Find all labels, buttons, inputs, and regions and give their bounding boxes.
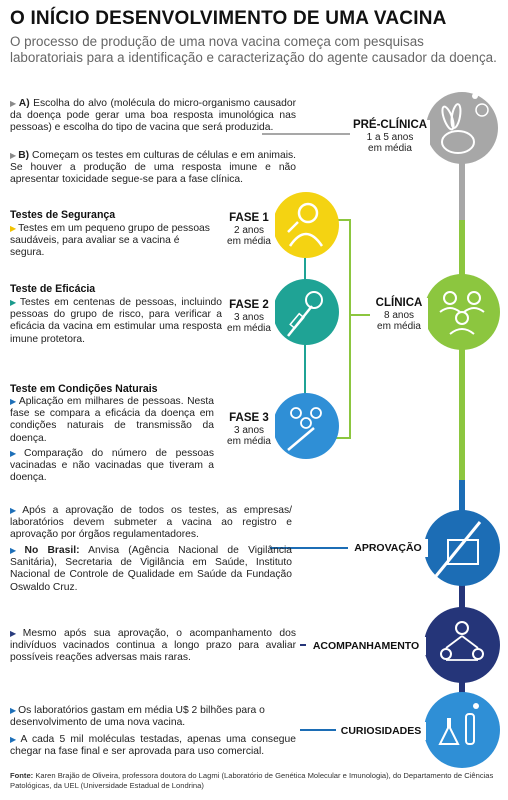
curiosidades-label: CURIOSIDADES [336,722,426,740]
acompanhamento-label: ACOMPANHAMENTO [306,637,426,655]
fase2-box-title: FASE 2 [229,299,269,311]
curiosidades-text2: ▶ A cada 5 mil moléculas testadas, apenas uma consegue chegar na fase final e ser aprovada para uso comercial. [10,734,296,758]
preclinica-a-text: ▶ A) Escolha do alvo (molécula do micro-organismo causador da doença pode gerar uma boa resposta imunológica nas pessoas) e escolha do tipo de vacina que será produzida. [10,98,296,134]
fase1-box-title: FASE 1 [229,212,269,224]
preclinica-box-line2: em média [368,143,412,154]
fase2-heading: Teste de Eficácia [10,283,96,295]
fase3-heading: Teste em Condições Naturais [10,383,158,395]
clinica-box-title: CLÍNICA [375,297,423,309]
group-icon [424,274,500,350]
preclinica-box-line1: 1 a 5 anos [366,132,414,143]
spine-green [459,220,465,490]
fase1-heading: Testes de Segurança [10,209,116,221]
clinica-box [370,298,428,336]
spine-gray [459,158,465,220]
preclinica-box [350,120,430,158]
fase1-box [223,213,275,251]
fase2-box-line2: em média [227,323,271,334]
fase3-text1: ▶ Aplicação em milhares de pessoas. Nesta fase se compara a eficácia da doença em condições naturais de transmissão da doença. [10,396,214,444]
aprovacao-brasil-text: ▶ No Brasil: Anvisa (Agência Nacional de Vigilância Sanitária), Secretaria de Vigilância em Saúde, Instituto Nacional de Controle de Qualidade em Saúde da Fundação Oswaldo Cruz. [10,545,292,593]
fase2-box-line1: 3 anos [233,312,265,323]
clinica-box-line2: em média [377,321,421,332]
aprovacao-label: APROVAÇÃO [348,539,428,557]
preclinica-box-title: PRÉ-CLÍNICA [352,119,428,131]
page-subtitle: O processo de produção de uma nova vacina começa com pesquisas laboratoriais para a identificação e caracterização do agente causador da doença. [10,34,497,65]
syringe-person-icon [273,279,339,345]
page-title: O INÍCIO DESENVOLVIMENTO DE UMA VACINA [10,8,447,29]
curiosidades-text1: ▶ Os laboratórios gastam em média U$ 2 bilhões para o desenvolvimento de uma nova vacina. [10,705,265,729]
fase3-box-line2: em média [227,436,271,447]
footer-source [10,771,502,790]
network-people-icon [424,607,500,683]
aprovacao-text1: ▶ Após a aprovação de todos os testes, as empresas/ laboratórios devem submeter a vacina ao registro e aprovação por órgãos regulamentadores. [10,505,292,541]
syringe-group-icon [273,393,339,459]
fase3-box-title: FASE 3 [229,412,269,424]
footer-text: Karen Brajão de Oliveira, professora doutora do Lagmi (Laboratório de Genética Molecular e Imunologia), do Departamento de Ciências Patológicas, da UEL (Universidade Estadual de Londrina) [10,771,494,790]
rabbit-virus-icon [426,92,498,164]
fase1-box-line2: em média [227,236,271,247]
acompanhamento-text: ▶ Mesmo após sua aprovação, o acompanhamento dos indivíduos vacinados continua a longo prazo para avaliar possíveis reações adversas mais raras. [10,628,296,664]
pen-document-icon [424,510,500,586]
fase2-text: ▶ Testes em centenas de pessoas, incluindo pessoas do grupo de risco, para verificar a eficácia da vacina em estimular uma resposta imune protetora. [10,297,223,345]
fase1-text: ▶ Testes em um pequeno grupo de pessoas saudáveis, para avaliar se a vacina é segura. [10,223,210,259]
fase3-box-line1: 3 anos [233,425,265,436]
footer-label: Fonte: [10,771,34,780]
clinica-box-line1: 8 anos [383,310,415,321]
preclinica-b-text: ▶ B) Começam os testes em culturas de células e em animais. Se houver a produção de uma resposta imune e não apresentar toxicidade segue-se para a fase clínica. [10,150,296,186]
fase3-text2: ▶ Comparação do número de pessoas vacinadas e não vacinadas que tiveram a doença. [10,448,214,484]
person-icon [273,192,339,258]
lab-flasks-icon [424,692,500,768]
fase2-box [223,300,275,338]
fase3-box [223,413,275,451]
fase1-box-line1: 2 anos [233,225,265,236]
